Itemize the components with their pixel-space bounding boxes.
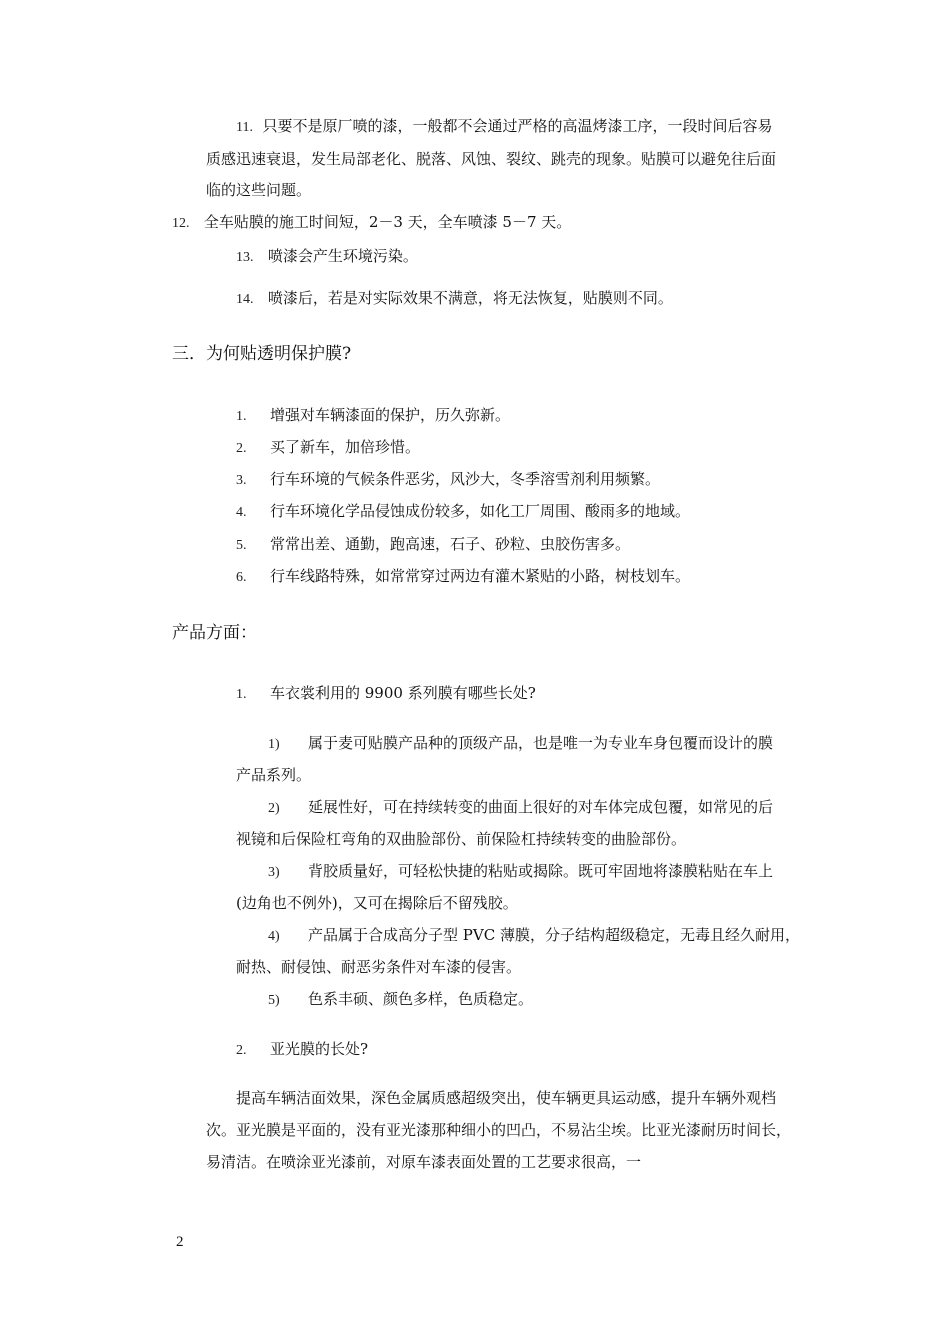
- list-item: [236, 566, 690, 588]
- item-number: 12.: [172, 216, 190, 231]
- item-number: 1.: [236, 687, 247, 702]
- point-text: 属于麦可贴膜产品种的顶级产品，也是唯一为专业车身包覆而设计的膜: [308, 734, 774, 752]
- point-text: 背胶质量好，可轻松快捷的粘贴或揭除。既可牢固地将漆膜粘贴在车上: [308, 862, 774, 880]
- point-text: 色系丰硕、颜色多样，色质稳定。: [308, 990, 534, 1008]
- item-text: 行车线路特殊，如常常穿过两边有灌木紧贴的小路，树枝划车。: [270, 567, 691, 585]
- section-3-heading: 三．为何贴透明保护膜?: [172, 344, 352, 364]
- item-number: 13.: [236, 250, 254, 265]
- point-2-line-1: [268, 797, 773, 819]
- item-number: 4.: [236, 505, 247, 520]
- list-item: [236, 405, 510, 427]
- page-number: 2: [176, 1234, 184, 1250]
- point-number: 3): [268, 865, 280, 880]
- question-2: [236, 1039, 368, 1061]
- list-item: [236, 469, 660, 491]
- item-number: 14.: [236, 292, 254, 307]
- item-text: 增强对车辆漆面的保护，历久弥新。: [270, 406, 511, 424]
- point-text: 延展性好，可在持续转变的曲面上很好的对车体完成包覆，如常见的后: [308, 798, 774, 816]
- point-1-line-2: 产品系列。: [236, 766, 312, 784]
- point-3-line-1: [268, 861, 773, 883]
- item-text: 车衣裳利用的 9900 系列膜有哪些长处?: [270, 684, 536, 702]
- item-11-line-3: 临的这些问题。: [206, 181, 312, 199]
- item-text: 喷漆会产生环境污染。: [267, 247, 418, 265]
- paragraph-line-2: 次。亚光膜是平面的，没有亚光漆那种细小的凹凸，不易沾尘埃。比亚光漆耐历时间长，: [206, 1121, 792, 1139]
- point-2-line-2: 视镜和后保险杠弯角的双曲脸部份、前保险杠持续转变的曲脸部份。: [236, 830, 687, 848]
- paragraph-line-1: 提高车辆洁面效果，深色金属质感超级突出，使车辆更具运动感，提升车辆外观档: [236, 1089, 777, 1107]
- point-number: 2): [268, 801, 280, 816]
- item-13: [236, 246, 418, 268]
- item-text: 行车环境化学品侵蚀成份较多，如化工厂周围、酸雨多的地域。: [270, 502, 691, 520]
- point-number: 1): [268, 737, 280, 752]
- item-text: 行车环境的气候条件恶劣，风沙大，冬季溶雪剂利用频繁。: [270, 470, 661, 488]
- item-text: 亚光膜的长处?: [270, 1040, 369, 1058]
- item-number: 3.: [236, 473, 247, 488]
- point-text: 产品属于合成高分子型 PVC 薄膜，分子结构超级稳定，无毒且经久耐用，: [308, 926, 800, 944]
- item-number: 2.: [236, 441, 247, 456]
- point-1-line-1: [268, 733, 773, 755]
- paragraph-line-3: 易清洁。在喷涂亚光漆前，对原车漆表面处置的工艺要求很高，一: [206, 1153, 642, 1171]
- item-number: 6.: [236, 570, 247, 585]
- question-1: [236, 683, 536, 705]
- item-number: 1.: [236, 409, 247, 424]
- list-item: [236, 534, 630, 556]
- point-4-line-1: [268, 925, 800, 947]
- item-text: 喷漆后，若是对实际效果不满意，将无法恢复，贴膜则不同。: [267, 289, 673, 307]
- point-number: 5): [268, 993, 280, 1008]
- item-11-line-1: [236, 116, 773, 138]
- point-number: 4): [268, 929, 280, 944]
- item-text: 只要不是原厂喷的漆，一般都不会通过严格的高温烤漆工序，一段时间后容易: [262, 117, 773, 135]
- item-text: 全车贴膜的施工时间短，2－3 天，全车喷漆 5－7 天。: [203, 213, 572, 231]
- item-12: [172, 212, 571, 234]
- item-text: 常常出差、通勤，跑高速，石子、砂粒、虫胶伤害多。: [270, 535, 631, 553]
- list-item: [236, 501, 690, 523]
- item-14: [236, 288, 673, 310]
- products-heading: 产品方面：: [172, 623, 257, 643]
- list-item: [236, 437, 420, 459]
- item-number: 2.: [236, 1043, 247, 1058]
- point-3-line-2: (边角也不例外)，又可在揭除后不留残胶。: [236, 894, 518, 912]
- point-4-line-2: 耐热、耐侵蚀、耐恶劣条件对车漆的侵害。: [236, 958, 522, 976]
- item-number: 5.: [236, 538, 247, 553]
- point-5-line-1: [268, 989, 533, 1011]
- item-number: 11.: [236, 120, 253, 135]
- item-text: 买了新车，加倍珍惜。: [270, 438, 421, 456]
- item-11-line-2: 质感迅速衰退，发生局部老化、脱落、风蚀、裂纹、跳壳的现象。贴膜可以避免往后面: [206, 150, 777, 168]
